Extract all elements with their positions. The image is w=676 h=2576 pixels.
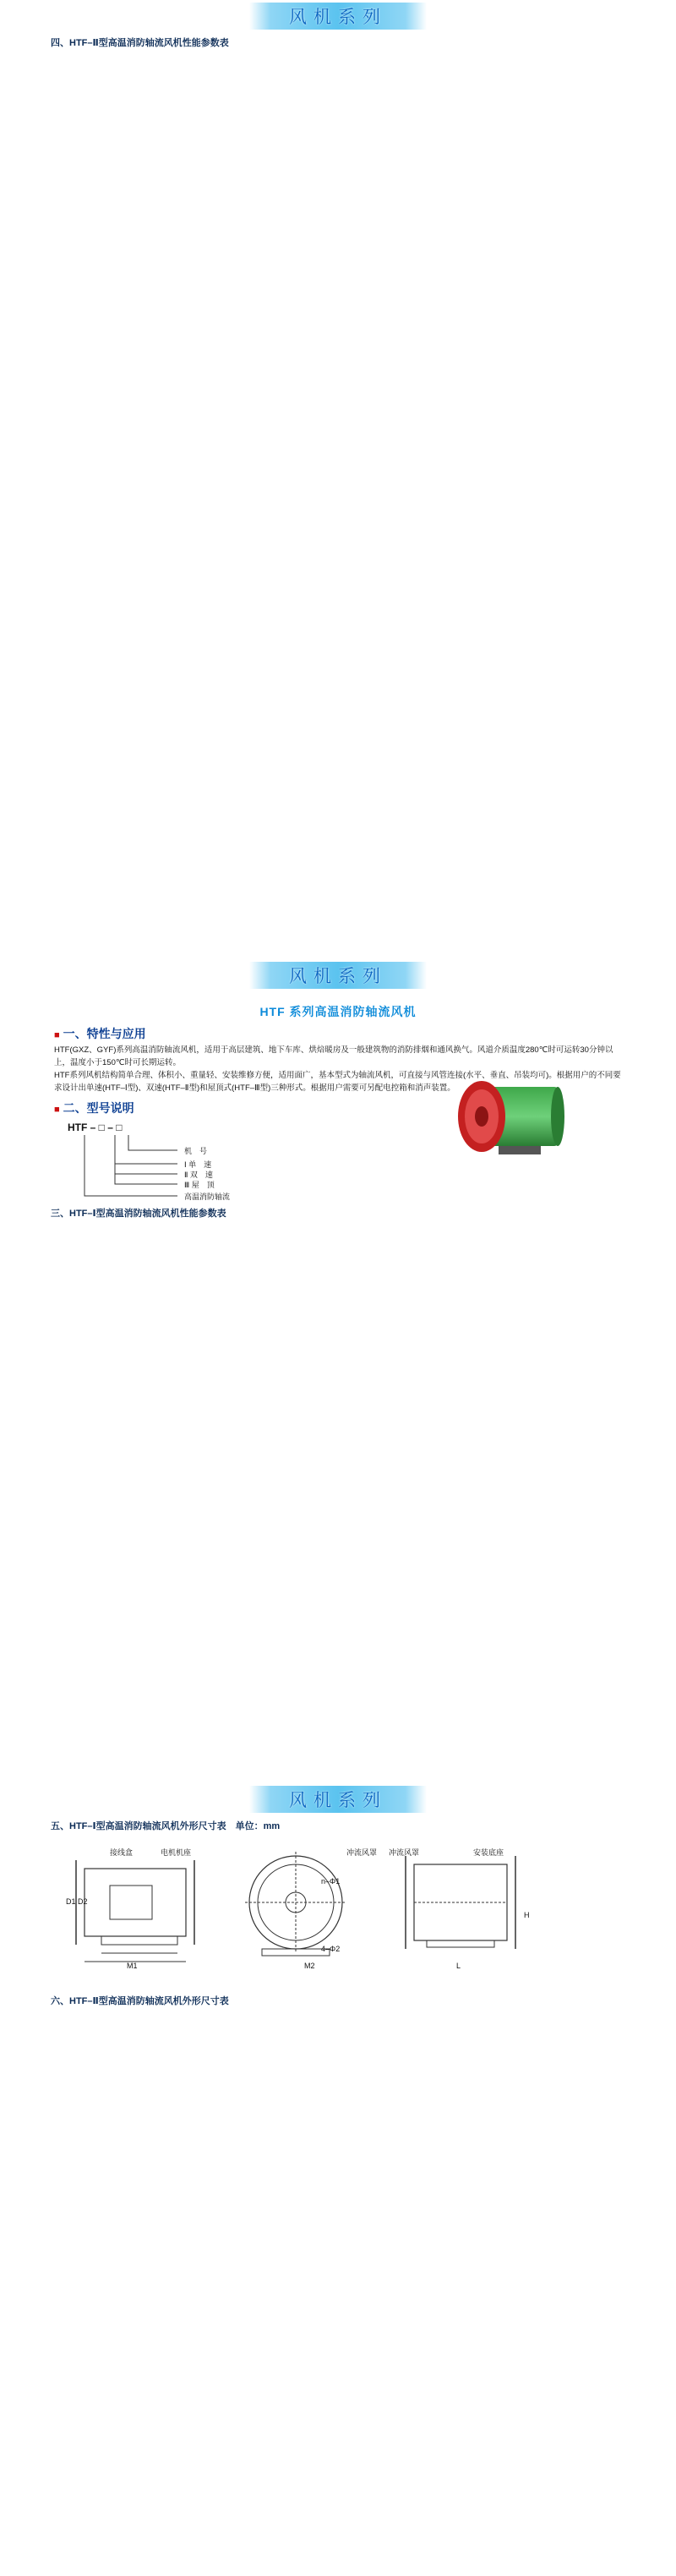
series-banner: 风机系列 [249, 3, 427, 30]
legend-roof: Ⅲ 屋 顶 [184, 1181, 215, 1189]
section-htf-series [0, 959, 676, 1222]
section-title: 四、HTF–Ⅱ型高温消防轴流风机性能参数表 [51, 38, 229, 48]
dwg-label-h: H [524, 1911, 530, 1919]
dwg-label-junction-box: 接线盒 [110, 1848, 134, 1857]
legend-double-speed: Ⅱ 双 速 [184, 1171, 213, 1179]
legend-high-temp: 高温消防轴流 [184, 1192, 231, 1201]
legend-machine-no: 机 号 [184, 1147, 208, 1155]
model-explanation [68, 1118, 676, 1203]
dwg-label-l: L [456, 1962, 461, 1970]
dwg-label-motor-seat: 电机机座 [161, 1848, 192, 1857]
legend-single-speed: Ⅰ 单 速 [184, 1160, 212, 1169]
dwg-label-n-phi1: n–Φ1 [321, 1877, 341, 1886]
section-htf2-performance [0, 0, 676, 52]
features-paragraph-2: HTF系列风机结构简单合理、体积小、重量轻、安装维修方便，适用面广，基本型式为轴流风机，可直接与风管连接(水平、垂直、吊装均可)。根据用户的不同要求设计出单速(HTF–Ⅰ型)、双速(HTF–Ⅱ型)和屋顶式(HTF–Ⅲ型)三种形式。根据用户需要可另配电控箱和消声装置。 [54, 1071, 621, 1093]
series-banner: 风机系列 [249, 962, 427, 989]
dwg-label-m2: M2 [304, 1962, 315, 1970]
fan-outline-drawing [51, 1843, 642, 1987]
dwg-label-4-phi2: 4–Φ2 [321, 1945, 341, 1953]
dwg-label-air-hood: 冲流风罩 [346, 1848, 378, 1857]
dimension-drawings [0, 1843, 676, 1987]
features-heading: ■ 一、特性与应用 [54, 1027, 146, 1040]
dwg-label-base: 安装底座 [473, 1848, 504, 1857]
section-title: 三、HTF–Ⅰ型高温消防轴流风机性能参数表 [51, 1209, 226, 1219]
section-title: 五、HTF–Ⅰ型高温消防轴流风机外形尺寸表 单位：mm [51, 1821, 281, 1831]
dwg-label-m1: M1 [127, 1962, 138, 1970]
series-banner: 风机系列 [249, 1786, 427, 1813]
series-title: HTF 系列高温消防轴流风机 [259, 1005, 417, 1018]
dwg-label-d1: D1 [66, 1897, 76, 1906]
bullet-icon: ■ [54, 1030, 60, 1040]
fan-product-photo [439, 1072, 583, 1165]
model-code-lines [68, 1118, 287, 1203]
dwg-label-d2: D2 [78, 1897, 88, 1906]
section-title: 六、HTF–Ⅱ型高温消防轴流风机外形尺寸表 [51, 1996, 229, 2006]
model-code: HTF – □ – □ [68, 1122, 123, 1133]
model-heading: ■ 二、型号说明 [54, 1101, 134, 1115]
bullet-icon: ■ [54, 1105, 60, 1115]
features-paragraph-1: HTF(GXZ、GYF)系列高温消防轴流风机，适用于高层建筑、地下车库、烘焙暖房及一般建筑物的消防排烟和通风换气。风道介质温度280℃时可运转30分钟以上，温度小于150℃时可长期运转。 [54, 1045, 613, 1067]
section-dimensions [0, 1783, 676, 2010]
dwg-label-air-hood-2: 冲流风罩 [389, 1848, 420, 1857]
